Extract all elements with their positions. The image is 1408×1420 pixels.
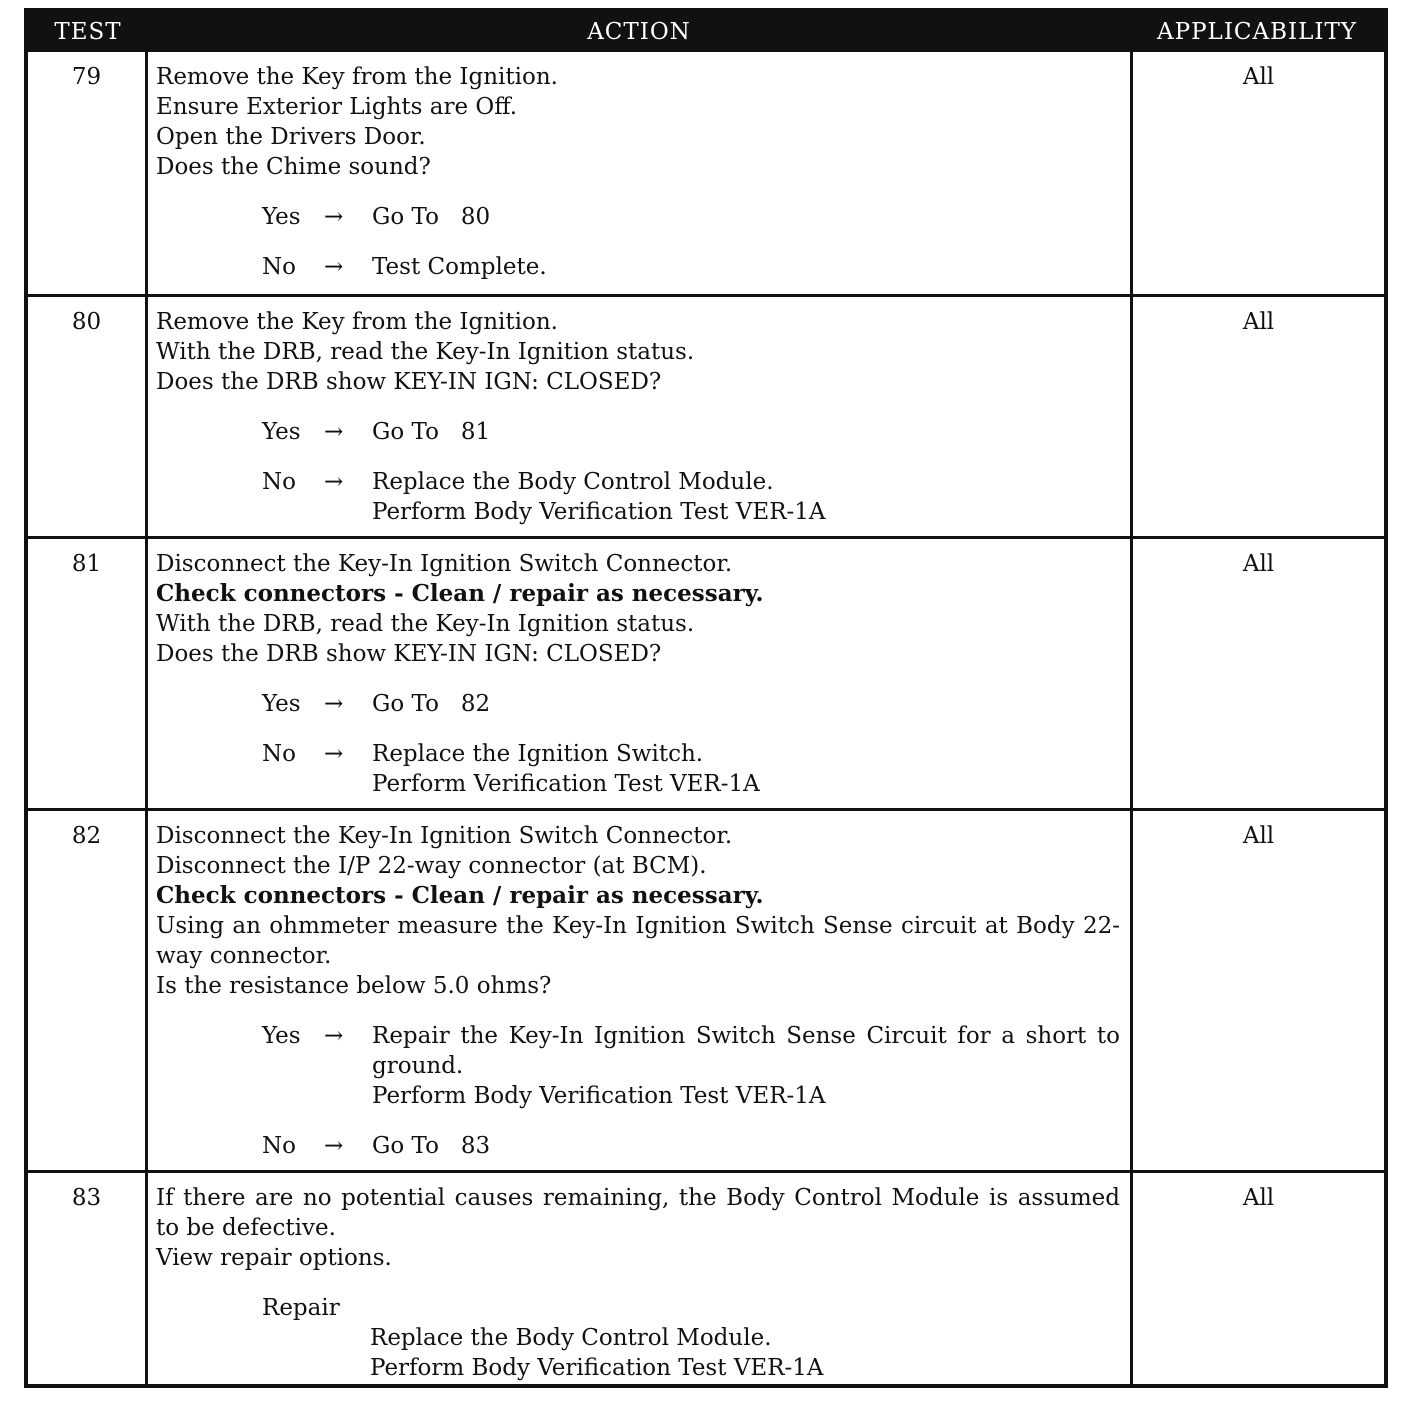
test-number: 79 — [28, 52, 148, 294]
repair-result — [370, 1323, 1120, 1383]
applicability-value: All — [1242, 1185, 1275, 1211]
yes-label: Yes — [262, 691, 301, 717]
result-line: Replace the Body Control Module. — [372, 469, 774, 495]
action-line: With the DRB, read the Key-In Ignition status. — [156, 611, 695, 637]
no-label: No — [262, 741, 296, 767]
action-line: Remove the Key from the Ignition. — [156, 64, 558, 90]
header-test: TEST — [54, 19, 122, 45]
no-result — [372, 1131, 1120, 1161]
no-result — [372, 739, 1120, 799]
result-line: Perform Verification Test VER-1A — [372, 771, 760, 797]
arrow-right-icon: → — [324, 741, 344, 767]
test-number: 83 — [28, 1173, 148, 1384]
arrow-right-icon: → — [324, 1133, 344, 1159]
no-branch — [156, 1131, 1120, 1161]
result-line: Test Complete. — [372, 254, 547, 280]
table-row — [28, 294, 1384, 536]
action-line-emphasis: Check connectors - Clean / repair as necessary. — [156, 580, 764, 607]
action-line: Remove the Key from the Ignition. — [156, 309, 558, 335]
no-result — [372, 252, 1120, 282]
action-line: Disconnect the Key-In Ignition Switch Connector. — [156, 823, 733, 849]
result-line: Go To 82 — [372, 691, 491, 717]
result-line: Perform Body Verification Test VER-1A — [372, 1083, 826, 1109]
diagnostic-table — [24, 8, 1388, 1388]
repair-label: Repair — [262, 1295, 340, 1321]
action-cell — [148, 811, 1133, 1170]
yes-branch — [156, 202, 1120, 232]
result-line: Repair the Key-In Ignition Switch Sense Circuit for a short to ground. — [372, 1023, 1120, 1079]
no-result — [372, 467, 1120, 527]
result-line: Go To 80 — [372, 204, 491, 230]
action-cell — [148, 52, 1133, 294]
result-line: Perform Body Verification Test VER-1A — [370, 1355, 824, 1381]
arrow-right-icon: → — [324, 691, 344, 717]
table-row — [28, 808, 1384, 1170]
action-line: Disconnect the I/P 22-way connector (at BCM). — [156, 853, 707, 879]
test-number: 80 — [28, 297, 148, 536]
result-line: Replace the Body Control Module. — [370, 1325, 772, 1351]
action-line: With the DRB, read the Key-In Ignition status. — [156, 339, 695, 365]
test-number: 81 — [28, 539, 148, 808]
header-applicability: APPLICABILITY — [1157, 19, 1357, 45]
no-branch — [156, 252, 1120, 282]
no-label: No — [262, 254, 296, 280]
table-row — [28, 536, 1384, 808]
result-line: Perform Body Verification Test VER-1A — [372, 499, 826, 525]
table-row — [28, 52, 1384, 294]
action-line: Does the DRB show KEY-IN IGN: CLOSED? — [156, 641, 662, 667]
yes-result — [372, 202, 1120, 232]
yes-label: Yes — [262, 419, 301, 445]
no-label: No — [262, 1133, 296, 1159]
yes-result — [372, 1021, 1120, 1111]
no-branch — [156, 739, 1120, 799]
action-line: Using an ohmmeter measure the Key-In Ignition Switch Sense circuit at Body 22-way connector. — [156, 913, 1120, 969]
action-line: View repair options. — [156, 1245, 392, 1271]
result-line: Go To 83 — [372, 1133, 491, 1159]
applicability-value: All — [1242, 309, 1275, 335]
yes-branch — [156, 689, 1120, 719]
action-line: Does the DRB show KEY-IN IGN: CLOSED? — [156, 369, 662, 395]
table-header — [28, 12, 1384, 52]
no-label: No — [262, 469, 296, 495]
applicability-value: All — [1242, 823, 1275, 849]
action-cell — [148, 539, 1133, 808]
action-line: Disconnect the Key-In Ignition Switch Connector. — [156, 551, 733, 577]
action-line-emphasis: Check connectors - Clean / repair as necessary. — [156, 882, 764, 909]
header-action: ACTION — [587, 19, 691, 45]
result-line: Replace the Ignition Switch. — [372, 741, 704, 767]
yes-branch — [156, 417, 1120, 447]
action-line: If there are no potential causes remaining, the Body Control Module is assumed to be defective. — [156, 1185, 1120, 1241]
action-line: Does the Chime sound? — [156, 154, 431, 180]
arrow-right-icon: → — [324, 1023, 344, 1049]
no-branch — [156, 467, 1120, 527]
yes-label: Yes — [262, 204, 301, 230]
applicability-value: All — [1242, 551, 1275, 577]
yes-result — [372, 417, 1120, 447]
action-line: Is the resistance below 5.0 ohms? — [156, 973, 552, 999]
yes-result — [372, 689, 1120, 719]
result-line: Go To 81 — [372, 419, 491, 445]
action-line: Open the Drivers Door. — [156, 124, 426, 150]
arrow-right-icon: → — [324, 204, 344, 230]
arrow-right-icon: → — [324, 254, 344, 280]
applicability-value: All — [1242, 64, 1275, 90]
test-number: 82 — [28, 811, 148, 1170]
action-cell — [148, 1173, 1133, 1384]
action-line: Ensure Exterior Lights are Off. — [156, 94, 518, 120]
arrow-right-icon: → — [324, 469, 344, 495]
arrow-right-icon: → — [324, 419, 344, 445]
yes-label: Yes — [262, 1023, 301, 1049]
table-row — [28, 1170, 1384, 1384]
action-cell — [148, 297, 1133, 536]
yes-branch — [156, 1021, 1120, 1111]
